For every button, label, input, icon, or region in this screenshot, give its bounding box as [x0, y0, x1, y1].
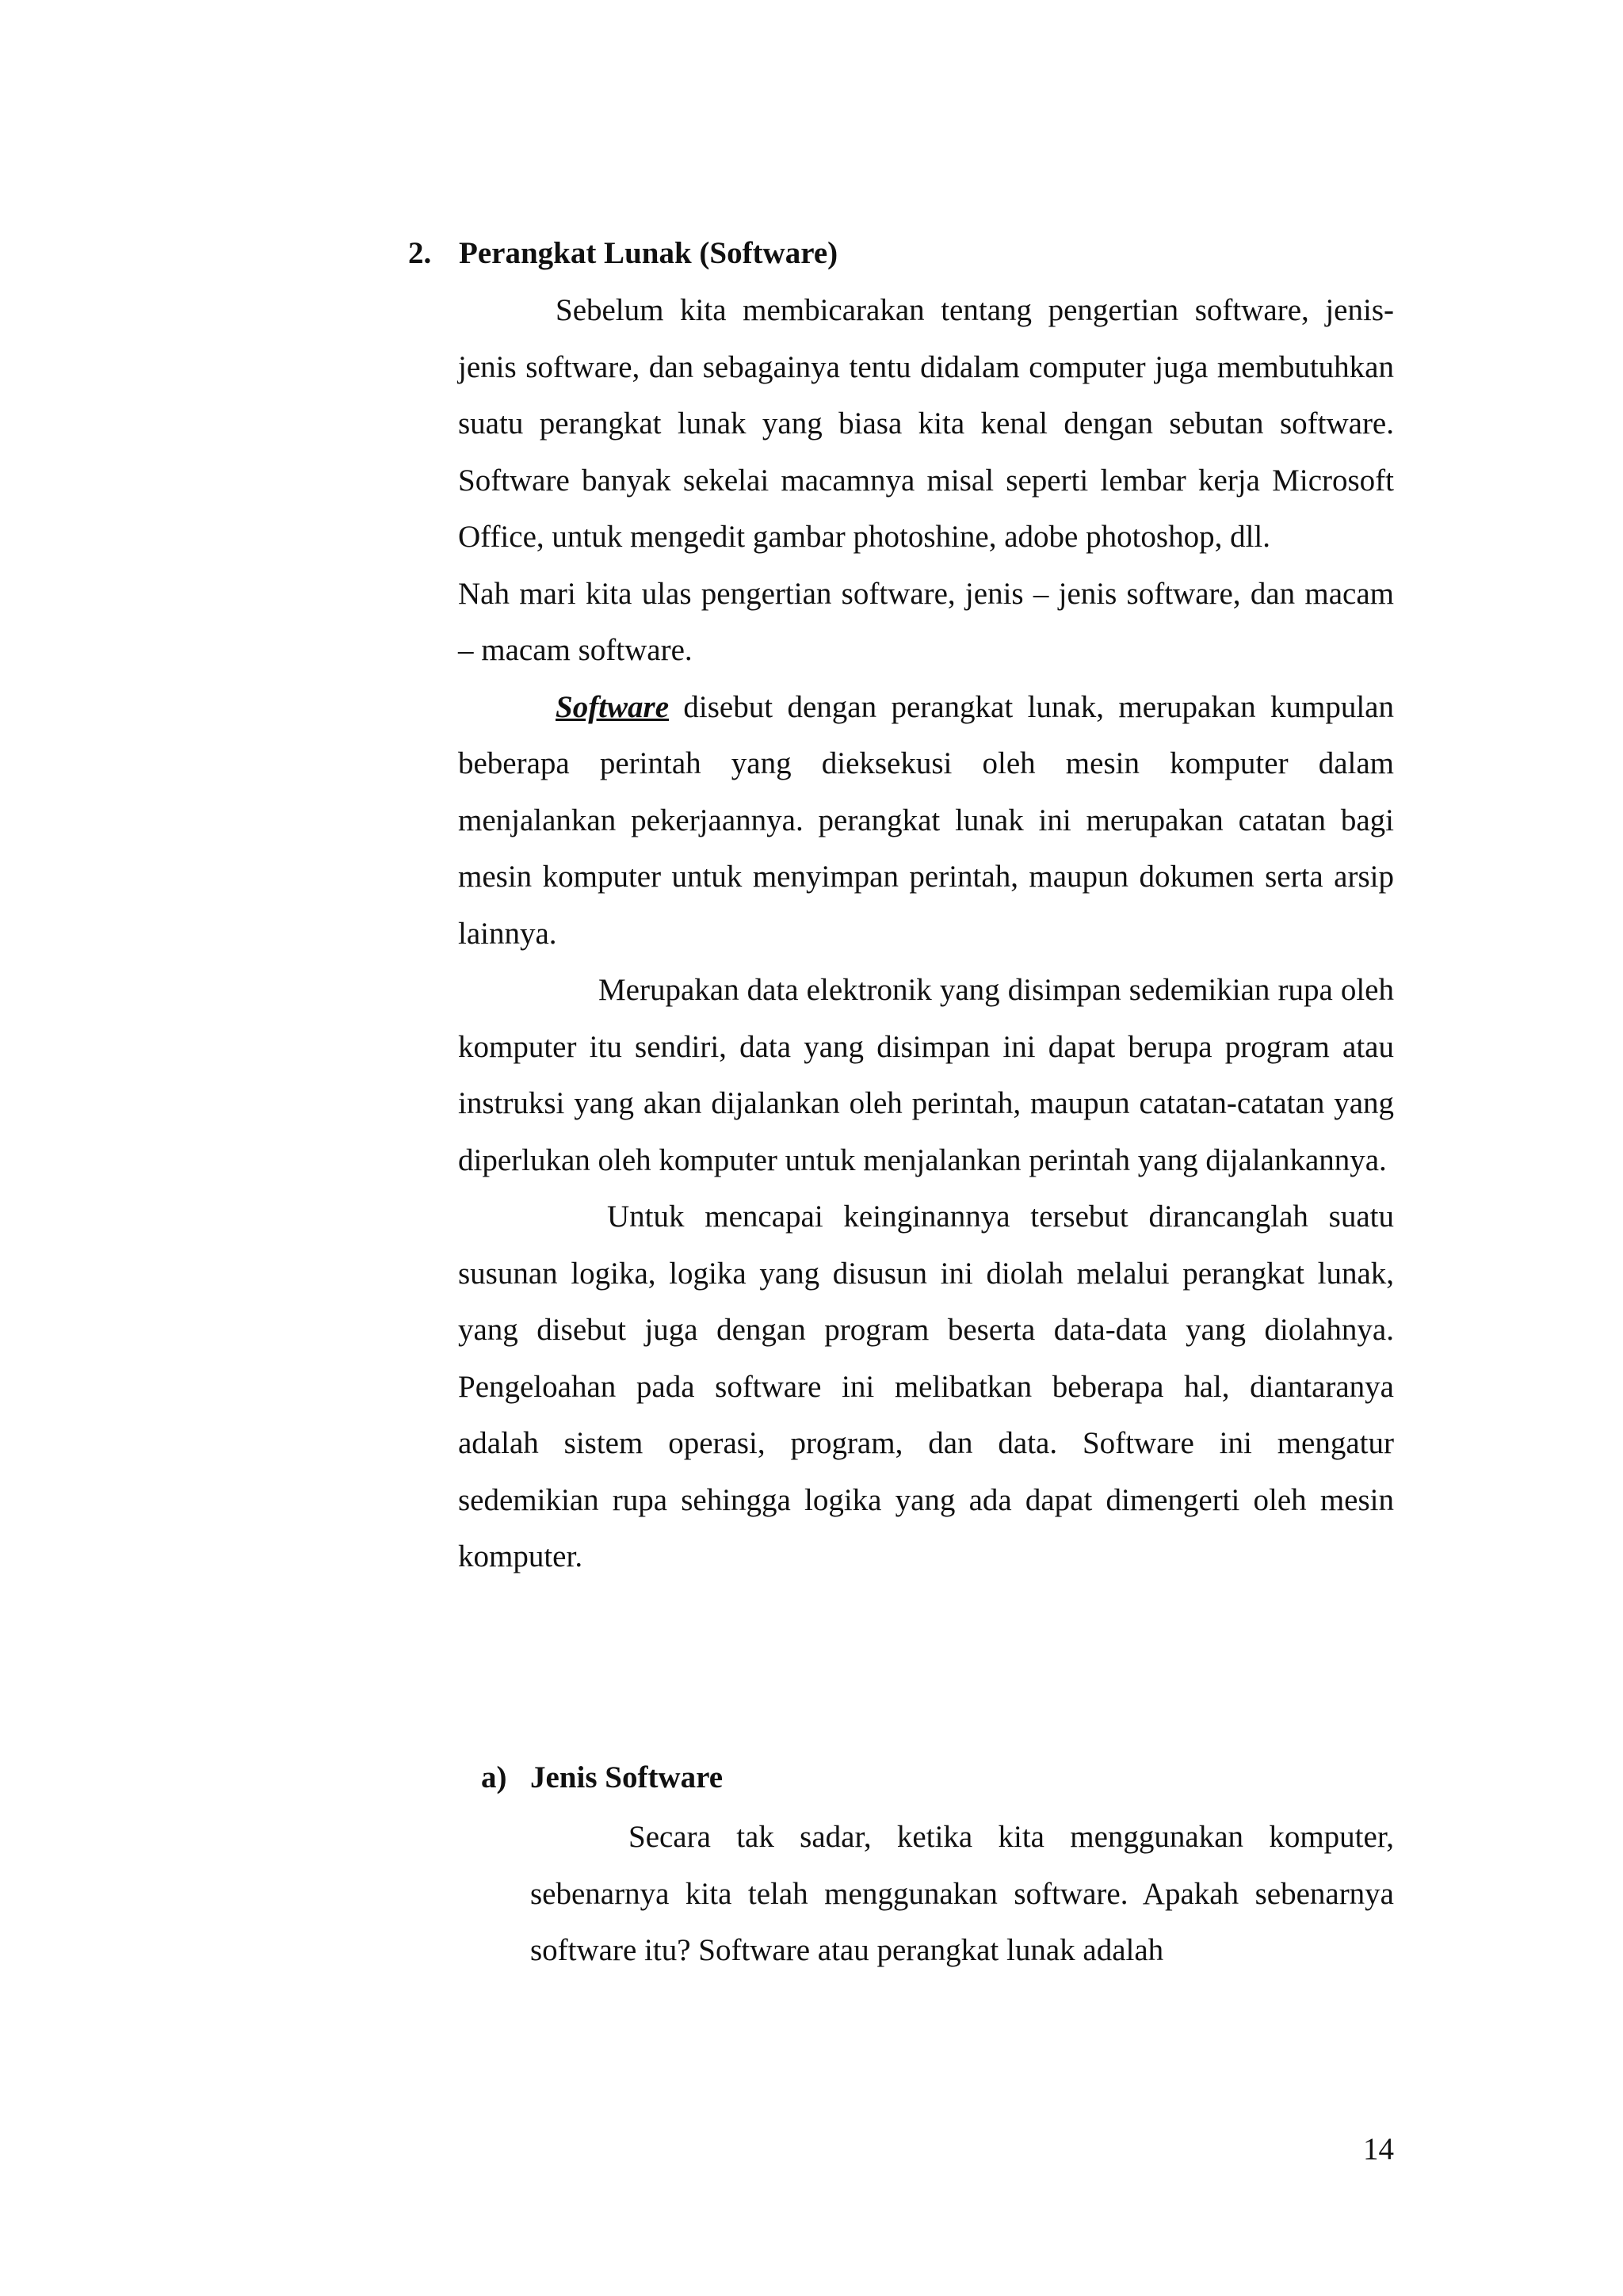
subsection-heading	[481, 1756, 723, 1800]
paragraph-definition-text: disebut dengan perangkat lunak, merupakan kumpulan beberapa perintah yang dieksekusi oleh mesin komputer dalam menjalankan pekerjaannya. perangkat lunak ini merupakan catatan bagi mesin komputer untuk menyimpan perintah, maupun dokumen serta arsip lainnya.	[458, 689, 1394, 951]
section-number: 2.	[408, 236, 432, 270]
paragraph-jenis-software: Secara tak sadar, ketika kita menggunakan komputer, sebenarnya kita telah menggunakan software. Apakah sebenarnya software itu? Software atau perangkat lunak adalah	[530, 1820, 1394, 1967]
term-software: Software	[556, 689, 670, 724]
subsection-label: a)	[481, 1760, 507, 1794]
paragraph-logic: Untuk mencapai keinginannya tersebut dirancanglah suatu susunan logika, logika yang disusun ini diolah melalui perangkat lunak, yang disebut juga dengan program beserta data-data yang diolahnya. Pengeloahan pada software ini melibatkan beberapa hal, diantaranya adalah sistem operasi, program, dan data. Software ini mengatur sedemikian rupa sehingga logika yang ada dapat dimengerti oleh mesin komputer.	[458, 1199, 1394, 1573]
paragraph-transition: Nah mari kita ulas pengertian software, jenis – jenis software, dan macam – macam software.	[458, 576, 1394, 667]
page-number: 14	[1363, 2132, 1394, 2166]
paragraph-definition	[458, 679, 1394, 963]
subsection-title: Jenis Software	[530, 1760, 724, 1794]
subsection-text	[530, 1809, 1394, 1979]
paragraph-intro: Sebelum kita membicarakan tentang pengertian software, jenis-jenis software, dan sebagainya tentu didalam computer juga membutuhkan suatu perangkat lunak yang biasa kita kenal dengan sebutan software. Software banyak sekelai macamnya misal seperti lembar kerja Microsoft Office, untuk mengedit gambar photoshine, adobe photoshop, dll.	[458, 293, 1394, 554]
section-heading	[408, 231, 838, 276]
body-text	[458, 282, 1394, 1585]
section-title: Perangkat Lunak (Software)	[459, 236, 838, 270]
paragraph-electronic-data: Merupakan data elektronik yang disimpan sedemikian rupa oleh komputer itu sendiri, data yang disimpan ini dapat berupa program atau instruksi yang akan dijalankan oleh perintah, maupun catatan-catatan yang diperlukan oleh komputer untuk menjalankan perintah yang dijalankannya.	[458, 973, 1394, 1177]
